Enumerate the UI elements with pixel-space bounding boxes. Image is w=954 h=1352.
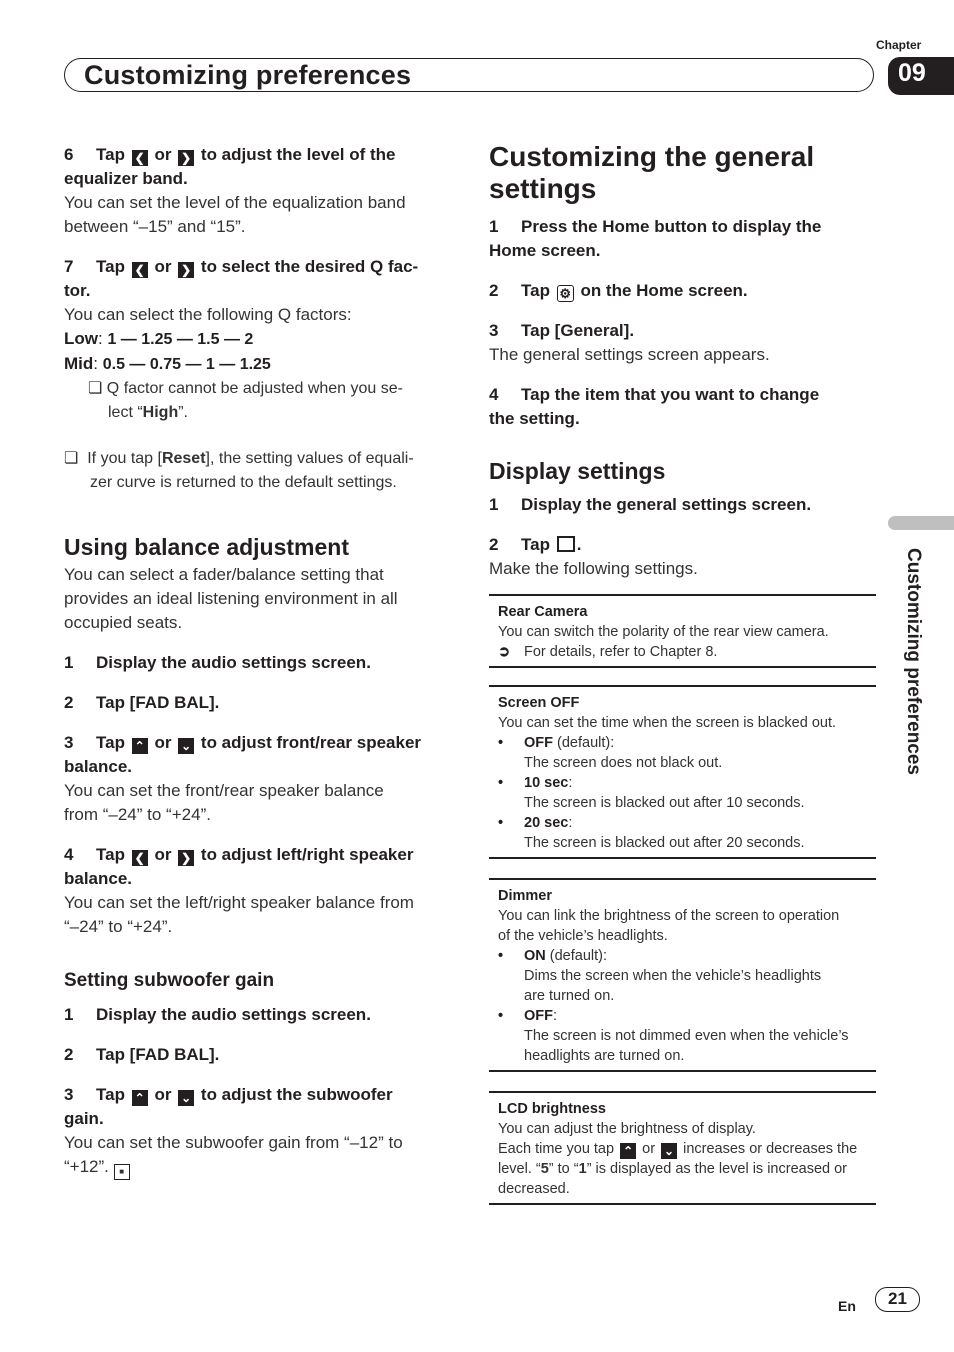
general-step-3-body: The general settings screen appears.: [489, 345, 770, 364]
balance-step-3-body: You can set the front/rear speaker balance from “–24” to “+24”.: [64, 781, 384, 824]
dimmer-box: [489, 878, 876, 1072]
subwoofer-step-3: 3 Tap ⌃ or ⌄ to adjust the subwoofer gain.: [64, 1085, 393, 1128]
step-7-body: You can select the following Q factors:: [64, 305, 352, 324]
bullet-icon: •: [498, 948, 504, 964]
list-item: • OFF:: [498, 1008, 558, 1024]
lcd-brightness-box: [489, 1091, 876, 1205]
bullet-icon: •: [498, 735, 504, 751]
subwoofer-step-2: 2 Tap [FAD BAL].: [64, 1045, 220, 1064]
up-arrow-icon: ⌃: [132, 1090, 148, 1106]
q-note: ❏ Q factor cannot be adjusted when you se- lect “High”.: [88, 380, 403, 421]
up-arrow-icon: ⌃: [132, 738, 148, 754]
side-tab-text: Customizing preferences: [903, 548, 924, 775]
list-item: • 20 sec:: [498, 815, 573, 831]
balance-step-1: 1 Display the audio settings screen.: [64, 653, 371, 672]
general-step-2: 2 Tap ⚙ on the Home screen.: [489, 281, 748, 301]
left-arrow-icon: ❮: [132, 262, 148, 278]
display-step-1: 1 Display the general settings screen.: [489, 495, 812, 514]
right-arrow-icon: ❯: [178, 850, 194, 866]
general-step-4: 4 Tap the item that you want to change the setting.: [489, 385, 820, 428]
screen-off-box: [489, 685, 876, 859]
subwoofer-step-3-body: You can set the subwoofer gain from “–12” to “+12”. ■: [64, 1131, 454, 1180]
reset-note: ❏ If you tap [Reset], the setting values of equali- zer curve is returned to the default settings.: [64, 450, 414, 491]
bullet-icon: •: [498, 775, 504, 791]
reference-arrow-icon: ➲: [498, 644, 511, 660]
general-step-3: 3 Tap [General].: [489, 321, 635, 340]
general-step-1: 1 Press the Home button to display the Home screen.: [489, 217, 822, 260]
page-title: Customizing preferences: [84, 60, 412, 90]
side-tab-marker: [888, 516, 954, 530]
list-item-desc: The screen is blacked out after 10 seconds.: [524, 795, 805, 811]
lcd-brightness-title: LCD brightness: [498, 1101, 606, 1117]
list-item-desc: The screen is not dimmed even when the vehicle’s headlights are turned on.: [524, 1028, 849, 1064]
lcd-brightness-desc: You can adjust the brightness of display. Each time you tap ⌃ or ⌄ increases or decreases the level. “5” to “1” is displayed as the level is increased or decreased.: [498, 1121, 858, 1197]
bullet-icon: •: [498, 815, 504, 831]
language-label: En: [838, 1298, 856, 1314]
down-arrow-icon: ⌄: [178, 738, 194, 754]
list-item-desc: The screen is blacked out after 20 seconds.: [524, 835, 805, 851]
subwoofer-step-1: 1 Display the audio settings screen.: [64, 1005, 371, 1024]
balance-step-4-body: You can set the left/right speaker balance from “–24” to “+24”.: [64, 893, 414, 936]
end-of-section-icon: ■: [114, 1164, 130, 1180]
rear-camera-desc: You can switch the polarity of the rear view camera.: [498, 624, 829, 640]
general-settings-heading: Customizing the general settings: [489, 141, 815, 204]
note-checkbox-icon: ❏: [88, 380, 103, 397]
down-arrow-icon: ⌄: [178, 1090, 194, 1106]
dimmer-desc: You can link the brightness of the screen to operation of the vehicle’s headlights.: [498, 908, 840, 944]
balance-intro: You can select a fader/balance setting that provides an ideal listening environment in all occupied seats.: [64, 565, 398, 632]
rear-camera-box: [489, 594, 876, 668]
display-settings-heading: Display settings: [489, 458, 666, 484]
down-arrow-icon: ⌄: [661, 1143, 677, 1159]
step-7: 7 Tap ❮ or ❯ to select the desired Q fac- tor.: [64, 257, 419, 300]
subwoofer-heading: Setting subwoofer gain: [64, 970, 275, 991]
left-arrow-icon: ❮: [132, 150, 148, 166]
note-checkbox-icon: ❏: [64, 450, 79, 467]
list-item: • OFF (default):: [498, 735, 615, 751]
balance-step-2: 2 Tap [FAD BAL].: [64, 693, 220, 712]
left-arrow-icon: ❮: [132, 850, 148, 866]
screen-off-desc: You can set the time when the screen is blacked out.: [498, 715, 837, 731]
chapter-label: Chapter: [876, 38, 922, 52]
balance-step-3: 3 Tap ⌃ or ⌄ to adjust front/rear speaker balance.: [64, 733, 422, 776]
display-step-2: 2 Tap .: [489, 535, 582, 554]
list-item-desc: Dims the screen when the vehicle’s headlights are turned on.: [524, 968, 822, 1004]
list-item: • 10 sec:: [498, 775, 573, 791]
rear-camera-title: Rear Camera: [498, 604, 588, 620]
q-mid: Mid: 0.5 — 0.75 — 1 — 1.25: [64, 354, 271, 373]
right-column: [489, 141, 876, 1205]
page-number: 21: [875, 1287, 920, 1312]
up-arrow-icon: ⌃: [620, 1143, 636, 1159]
list-item: • ON (default):: [498, 948, 607, 964]
bullet-icon: •: [498, 1008, 504, 1024]
display-icon: [557, 536, 575, 552]
left-column: [64, 143, 454, 1180]
balance-step-4: 4 Tap ❮ or ❯ to adjust left/right speaker balance.: [64, 845, 414, 888]
display-step-2-body: Make the following settings.: [489, 559, 698, 578]
step-6: 6 Tap ❮ or ❯ to adjust the level of the equalizer band.: [64, 145, 396, 188]
chapter-number-badge: 09: [888, 57, 954, 95]
q-low: Low: 1 — 1.25 — 1.5 — 2: [64, 329, 254, 348]
step-6-body: You can set the level of the equalization band between “–15” and “15”.: [64, 193, 406, 236]
list-item-desc: The screen does not black out.: [524, 755, 723, 771]
rear-camera-ref: For details, refer to Chapter 8.: [524, 644, 718, 660]
right-arrow-icon: ❯: [178, 262, 194, 278]
settings-gear-icon: ⚙: [557, 285, 574, 302]
right-arrow-icon: ❯: [178, 150, 194, 166]
screen-off-title: Screen OFF: [498, 695, 580, 711]
dimmer-title: Dimmer: [498, 888, 552, 904]
balance-heading: Using balance adjustment: [64, 534, 350, 560]
